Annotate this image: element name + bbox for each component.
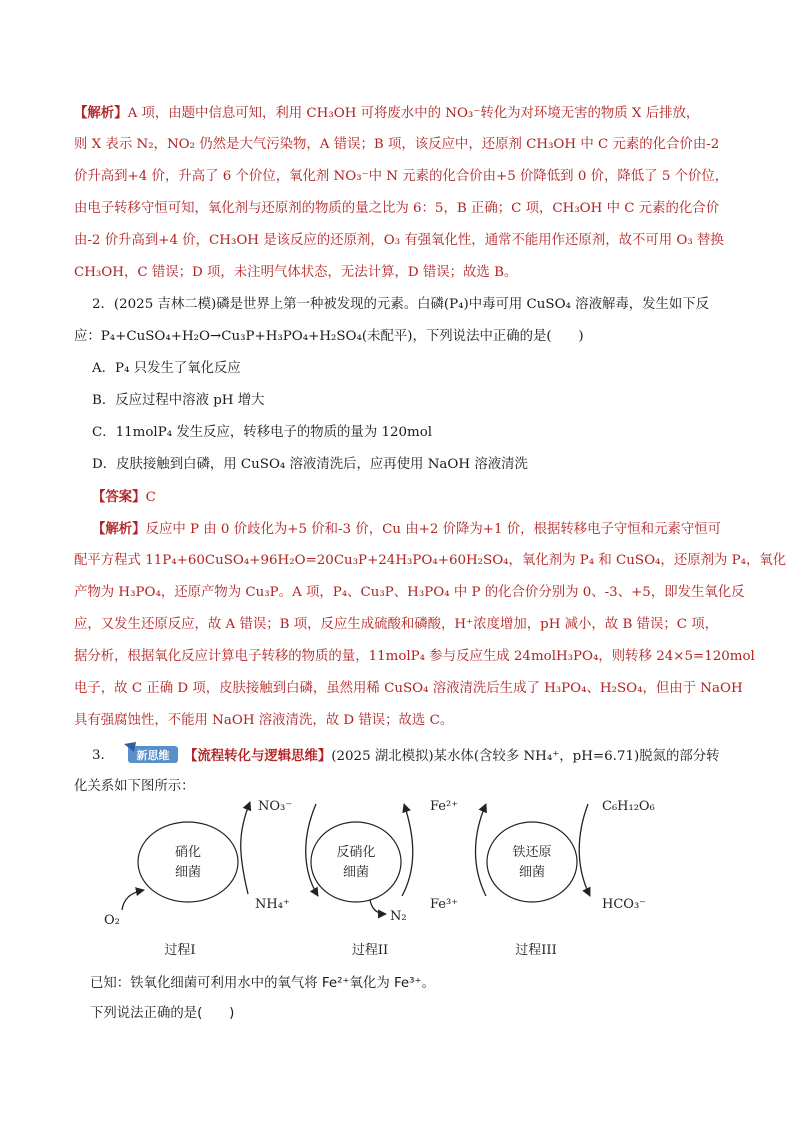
denitrifying-bacteria-ellipse (311, 822, 401, 902)
label-fe3: Fe³⁺ (430, 897, 459, 912)
question3-line-2: 化关系如下图所示： (74, 779, 195, 794)
label-o2: O₂ (104, 913, 120, 928)
question2-option-a: A．P₄ 只发生了氧化反应 (92, 361, 241, 376)
question3-number: 3． (92, 748, 114, 763)
analysis1-line-5: 由-2 价升高到+4 价，CH₃OH 是该反应的还原剂，O₃ 有强氧化性，通常不能用作还原剂，故不可用 O₃ 替换 (74, 233, 724, 248)
nitrifying-bacteria-ellipse (138, 822, 238, 902)
bacteria-1-line1: 硝化 (174, 845, 202, 860)
analysis2-line-5: 据分析，根据氧化反应计算电子转移的物质的量，11molP₄ 参与反应生成 24molH₃PO₄，则转移 24×5=120mol (74, 649, 755, 664)
new-thinking-badge (122, 742, 180, 764)
analysis1-line-3: 价升高到+4 价，升高了 6 个价位，氧化剂 NO₃⁻中 N 元素的化合价由+5 价降低到 0 价，降低了 5 个价位， (74, 169, 729, 184)
bacteria-3-line1: 铁还原 (512, 845, 552, 860)
process-1-label: 过程I (164, 943, 196, 958)
label-no3: NO₃⁻ (258, 799, 293, 814)
question2-answer: 【答案】C (92, 489, 156, 505)
analysis1-line-6: CH₃OH，C 错误；D 项，未注明气体状态，无法计算，D 错误；故选 B。 (74, 265, 518, 280)
process-3-label: 过程III (515, 943, 557, 958)
question3-line-1: 【流程转化与逻辑思维】(2025 湖北模拟)某水体(含较多 NH₄⁺，pH=6.71)脱氮的部分转 (184, 748, 720, 764)
iron-reducing-bacteria-ellipse (487, 822, 577, 902)
process-2-label: 过程II (351, 943, 389, 958)
label-glucose: C₆H₁₂O₆ (602, 799, 655, 814)
analysis2-line-2: 配平方程式 11P₄+60CuSO₄+96H₂O=20Cu₃P+24H₃PO₄+60H₂SO₄，氧化剂为 P₄ 和 CuSO₄，还原剂为 P₄，氧化 (74, 553, 787, 568)
analysis2-line-1: 【解析】反应中 P 由 0 价歧化为+5 价和-3 价，Cu 由+2 价降为+1 价，根据转移电子守恒和元素守恒可 (92, 521, 722, 537)
analysis1-line-1: 【解析】A 项，由题中信息可知，利用 CH₃OH 可将废水中的 NO₃⁻转化为对环境无害的物质 X 后排放， (74, 105, 700, 121)
analysis1-line-4: 由电子转移守恒可知，氧化剂与还原剂的物质的量之比为 6：5，B 正确；C 项，CH₃OH 中 C 元素的化合价 (74, 201, 720, 216)
question3-tag: 【流程转化与逻辑思维】 (184, 748, 332, 764)
bacteria-2-line1: 反硝化 (336, 845, 376, 860)
denitrification-diagram (90, 792, 690, 972)
label-hco3: HCO₃⁻ (602, 897, 647, 912)
analysis-label: 【解析】 (74, 105, 128, 121)
label-fe2: Fe²⁺ (430, 799, 459, 814)
svg-text:新思维: 新思维 (136, 749, 170, 762)
question2-stem-2: 应：P₄+CuSO₄+H₂O→Cu₃P+H₃PO₄+H₂SO₄(未配平)，下列说法中正确的是( ) (74, 329, 584, 344)
question2-option-c: C．11molP₄ 发生反应，转移电子的物质的量为 120mol (92, 425, 433, 440)
analysis2-line-3: 产物为 H₃PO₄，还原产物为 Cu₃P。A 项，P₄、Cu₃P、H₃PO₄ 中 P 的化合价分别为 0、-3、+5，即发生氧化反 (74, 585, 745, 600)
bacteria-3-line2: 细菌 (518, 865, 546, 880)
question3-question: 下列说法正确的是( ) (90, 1006, 235, 1021)
label-nh4: NH₄⁺ (255, 897, 290, 912)
question2-option-d: D．皮肤接触到白磷，用 CuSO₄ 溶液清洗后，应再使用 NaOH 溶液清洗 (92, 457, 528, 472)
bacteria-1-line2: 细菌 (174, 865, 202, 880)
question2-option-b: B．反应过程中溶液 pH 增大 (92, 393, 265, 408)
analysis2-line-6: 电子，故 C 正确 D 项，皮肤接触到白磷，虽然用稀 CuSO₄ 溶液清洗后生成了 H₃PO₄、H₂SO₄，但由于 NaOH (74, 681, 743, 696)
label-n2: N₂ (390, 909, 407, 924)
question2-stem-1: 2．(2025 吉林二模)磷是世界上第一种被发现的元素。白磷(P₄)中毒可用 CuSO₄ 溶液解毒，发生如下反 (92, 297, 710, 312)
question3-known: 已知：铁氧化细菌可利用水中的氧气将 Fe²⁺氧化为 Fe³⁺。 (90, 976, 436, 991)
analysis2-line-4: 应，又发生还原反应，故 A 错误；B 项，反应生成硫酸和磷酸，H⁺浓度增加，pH 减小，故 B 错误；C 项， (74, 617, 719, 632)
bacteria-2-line2: 细菌 (342, 865, 370, 880)
analysis2-line-7: 具有强腐蚀性，不能用 NaOH 溶液清洗，故 D 错误；故选 C。 (74, 713, 454, 728)
analysis1-line-2: 则 X 表示 N₂，NO₂ 仍然是大气污染物，A 错误；B 项，该反应中，还原剂 CH₃OH 中 C 元素的化合价由-2 (74, 137, 720, 152)
